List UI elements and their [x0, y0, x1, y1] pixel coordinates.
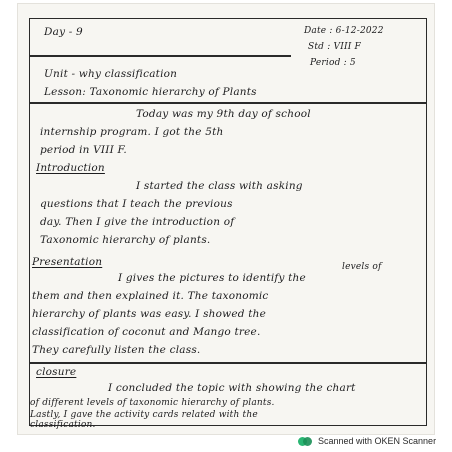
closure-divider	[29, 362, 427, 364]
closure-line: classification.	[30, 420, 96, 430]
presentation-heading: Presentation	[32, 256, 103, 268]
introduction-line: I started the class with asking	[136, 180, 303, 192]
std-label: Std : VIII F	[308, 42, 361, 52]
presentation-line: I gives the pictures to identify the	[118, 272, 306, 284]
closure-heading: closure	[36, 366, 77, 378]
presentation-line: hierarchy of plants was easy. I showed the	[32, 308, 267, 320]
lesson-divider	[29, 102, 427, 104]
paragraph1-line: internship program. I got the 5th	[40, 126, 224, 138]
presentation-insert: levels of	[342, 262, 382, 272]
paragraph1-line: period in VIII F.	[40, 144, 127, 156]
introduction-line: questions that I teach the previous	[40, 198, 233, 210]
presentation-line: them and then explained it. The taxonomic	[32, 290, 269, 302]
scanner-watermark	[298, 434, 436, 448]
introduction-line: Taxonomic hierarchy of plants.	[40, 234, 211, 246]
closure-line: I concluded the topic with showing the chart	[108, 382, 356, 394]
closure-line: of different levels of taxonomic hierarchy of plants.	[30, 398, 275, 408]
presentation-line: They carefully listen the class.	[32, 344, 201, 356]
lesson-label: Lesson: Taxonomic hierarchy of Plants	[44, 86, 257, 98]
paragraph1-line: Today was my 9th day of school	[136, 108, 311, 120]
day-label: Day - 9	[44, 26, 83, 38]
unit-label: Unit - why classification	[44, 68, 178, 80]
scanner-label: Scanned with OKEN Scanner	[318, 436, 437, 446]
period-label: Period : 5	[310, 58, 356, 68]
closure-line: Lastly, I gave the activity cards related with the	[30, 410, 258, 420]
scanned-page	[18, 4, 434, 434]
date-label: Date : 6-12-2022	[304, 26, 384, 36]
introduction-line: day. Then I give the introduction of	[40, 216, 235, 228]
introduction-heading: Introduction	[36, 162, 105, 174]
presentation-line: classification of coconut and Mango tree.	[32, 326, 261, 338]
oken-scanner-logo-icon	[298, 437, 312, 446]
header-divider	[29, 55, 291, 57]
